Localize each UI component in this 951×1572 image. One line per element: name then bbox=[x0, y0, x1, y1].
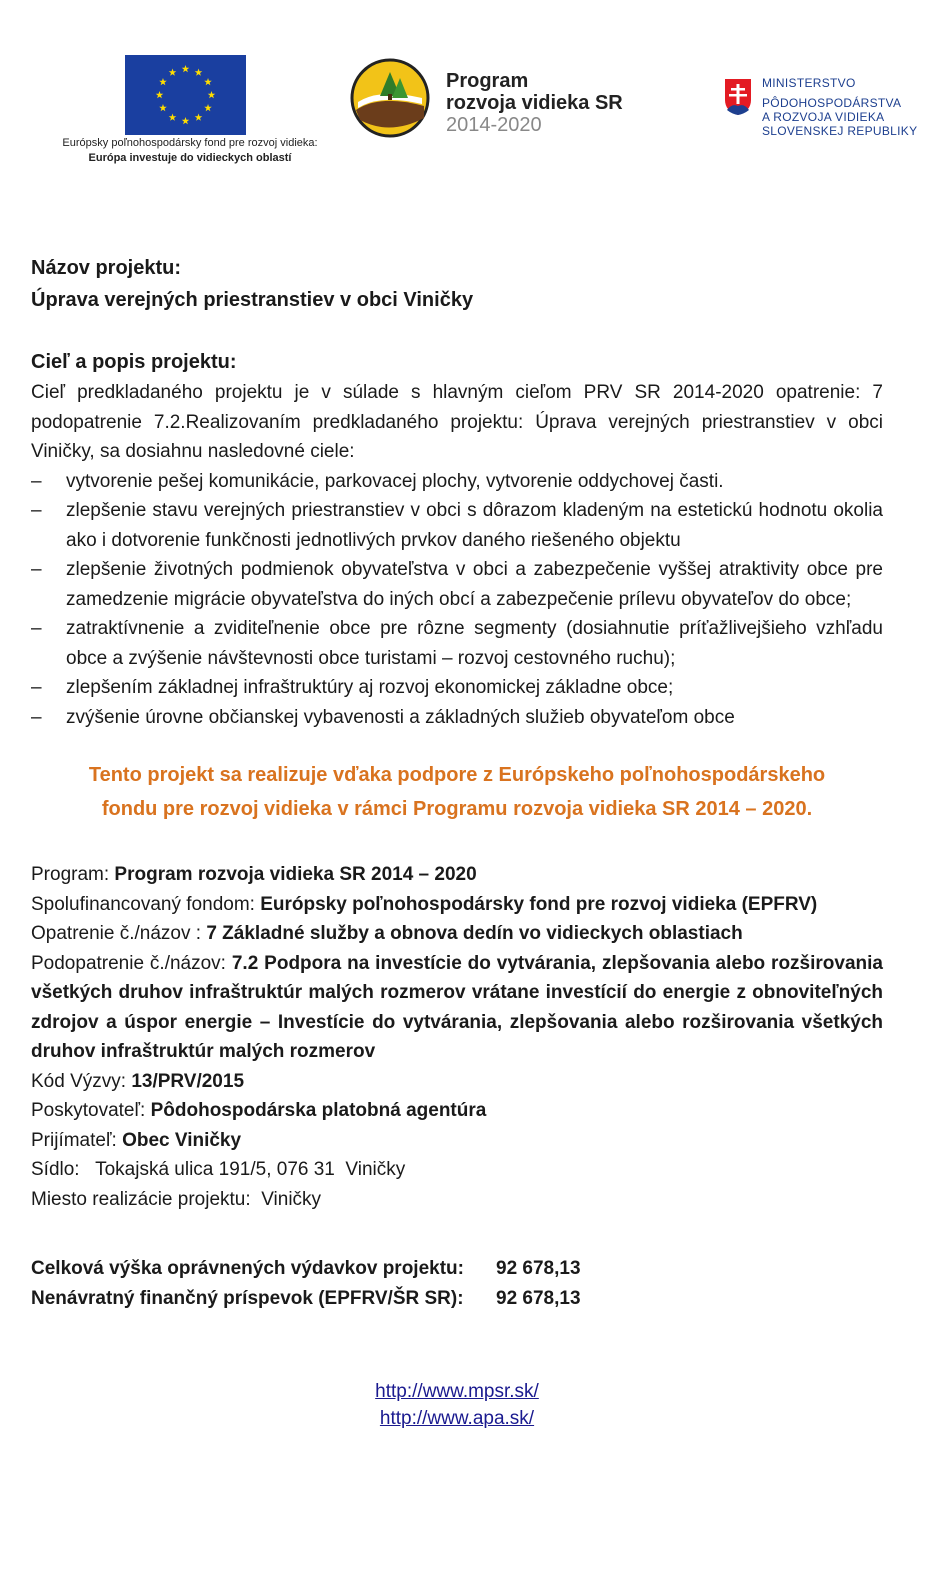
prv-logo-icon bbox=[350, 58, 430, 138]
list-item bbox=[31, 614, 883, 673]
goal-item-text: zlepšenie stavu verejných priestranstiev v obci s dôrazom kladeným na estetickú hodnotu okolia ako i dotvorenie funkčnosti jednotlivých prvkov daného riešeného objektu bbox=[66, 500, 883, 551]
ministry-line: PÔDOHOSPODÁRSTVA bbox=[762, 96, 902, 110]
dash-bullet: – bbox=[31, 559, 42, 580]
recipient-label: Prijímateľ: bbox=[31, 1129, 123, 1151]
program-label: Program: bbox=[31, 864, 115, 885]
seat-row bbox=[31, 1155, 883, 1185]
program-row bbox=[31, 860, 883, 890]
call-row bbox=[31, 1067, 883, 1097]
dash-bullet: – bbox=[31, 706, 42, 728]
ministry-line: SLOVENSKEJ REPUBLIKY bbox=[762, 124, 918, 138]
submeasure-row bbox=[31, 949, 883, 1067]
provider-value: Pôdohospodárska platobná agentúra bbox=[150, 1100, 487, 1121]
goal-item-text: zatraktívnenie a zviditeľnenie obce pre rôzne segmenty (dosiahnutie príťažlivejšieho vzhľadu obce a zvýšenie návštevnosti obce turistami – rozvoj cestovného ruchu); bbox=[66, 618, 883, 669]
provider-row bbox=[31, 1096, 883, 1126]
funding-statement bbox=[31, 758, 883, 826]
project-name-label: Názov projektu: bbox=[31, 257, 182, 279]
call-value: 13/PRV/2015 bbox=[131, 1070, 245, 1092]
list-item bbox=[31, 673, 883, 703]
place-label: Miesto realizácie projektu: bbox=[31, 1188, 262, 1210]
measure-label: Opatrenie č./názov : bbox=[31, 923, 207, 944]
ministry-line: MINISTERSTVO bbox=[762, 76, 856, 90]
measure-value: 7 Základné služby a obnova dedín vo vidieckych oblastiach bbox=[206, 923, 743, 944]
grant-value: 92 678,13 bbox=[496, 1288, 581, 1309]
eu-caption-line2: Európa investuje do vidieckych oblastí bbox=[88, 152, 292, 164]
grant-label: Nenávratný finančný príspevok (EPFRV/ŠR SR): bbox=[31, 1288, 464, 1309]
dash-bullet: – bbox=[31, 500, 42, 521]
recipient-value: Obec Viničky bbox=[122, 1129, 242, 1151]
measure-row bbox=[31, 919, 883, 949]
funding-statement-line2: fondu pre rozvoj vidieka v rámci Programu rozvoja vidieka SR 2014 – 2020. bbox=[101, 798, 813, 820]
apa-link[interactable]: http://www.apa.sk/ bbox=[379, 1408, 535, 1429]
budget-summary bbox=[31, 1254, 883, 1314]
eu-flag-logo bbox=[125, 55, 246, 135]
submeasure-label: Podopatrenie č./názov: bbox=[31, 952, 232, 974]
provider-label: Poskytovateľ: bbox=[31, 1100, 151, 1121]
fund-value: Európsky poľnohospodársky fond pre rozvoj vidieka (EPFRV) bbox=[260, 893, 818, 915]
ministry-text bbox=[762, 76, 917, 138]
eu-caption bbox=[30, 136, 350, 166]
funding-statement-line1: Tento projekt sa realizuje vďaka podpore z Európskeho poľnohospodárskeho bbox=[88, 764, 826, 786]
goal-text: Cieľ predkladaného projektu je v súlade s hlavným cieľom PRV SR 2014-2020 opatrenie: 7 podopatrenie 7.2.Realizovaním predkladaného projektu: Úprava verejných priestranstiev v obci Viničky, sa dosiahnu nasledovné ciele: bbox=[31, 382, 883, 462]
list-item bbox=[31, 703, 883, 733]
list-item bbox=[31, 555, 883, 614]
seat-label: Sídlo: bbox=[31, 1159, 96, 1180]
prv-logo-text bbox=[446, 70, 623, 136]
dash-bullet: – bbox=[31, 470, 42, 492]
list-item bbox=[31, 496, 883, 555]
dash-bullet: – bbox=[31, 618, 42, 639]
prv-line1: Program bbox=[446, 70, 529, 92]
goal-item-text: zlepšením základnej infraštruktúry aj rozvoj ekonomickej základne obce; bbox=[66, 677, 674, 698]
ministry-line: A ROZVOJA VIDIEKA bbox=[762, 110, 885, 124]
mpsr-link[interactable]: http://www.mpsr.sk/ bbox=[375, 1381, 539, 1402]
fund-label: Spolufinancovaný fondom: bbox=[31, 893, 261, 915]
submeasure-value: 7.2 Podpora na investície do vytvárania, zlepšovania alebo rozširovania všetkých druhov infraštruktúr malých rozmerov vrátane investícií do energie z obnoviteľných zdrojov a úspor energie – Investície do vytvárania, zlepšovania alebo rozširovania všetkých druhov infraštruktúr malých rozmerov bbox=[31, 952, 883, 1062]
call-label: Kód Výzvy: bbox=[31, 1070, 132, 1092]
total-label: Celková výška oprávnených výdavkov projektu: bbox=[31, 1258, 464, 1279]
goal-item-text: vytvorenie pešej komunikácie, parkovacej plochy, vytvorenie oddychovej časti. bbox=[66, 470, 724, 492]
dash-bullet: – bbox=[31, 677, 42, 698]
links bbox=[31, 1378, 883, 1432]
goal-list bbox=[31, 467, 883, 733]
total-value: 92 678,13 bbox=[496, 1258, 581, 1279]
place-row bbox=[31, 1185, 883, 1215]
seat-value: Tokajská ulica 191/5, 076 31 Viničky bbox=[95, 1159, 406, 1180]
place-value: Viničky bbox=[261, 1188, 322, 1210]
goal-item-text: zlepšenie životných podmienok obyvateľstva v obci a zabezpečenie vyššej atraktivity obce pre zamedzenie migrácie obyvateľstva do iných obcí a zabezpečenie prílevu obyvateľov do obce; bbox=[66, 559, 883, 610]
eu-caption-line1: Európsky poľnohospodársky fond pre rozvoj vidieka: bbox=[62, 137, 318, 149]
project-details bbox=[31, 860, 883, 1214]
document-body bbox=[31, 252, 883, 1432]
slovak-coat-of-arms-icon bbox=[724, 78, 752, 116]
goal-item-text: zvýšenie úrovne občianskej vybavenosti a základných služieb obyvateľom obce bbox=[66, 706, 735, 728]
fund-row bbox=[31, 890, 883, 920]
list-item bbox=[31, 467, 883, 497]
prv-line3: 2014-2020 bbox=[446, 114, 542, 136]
program-value: Program rozvoja vidieka SR 2014 – 2020 bbox=[114, 864, 477, 885]
recipient-row bbox=[31, 1126, 883, 1156]
project-name: Úprava verejných priestranstiev v obci Viničky bbox=[31, 289, 474, 311]
goal-label: Cieľ a popis projektu: bbox=[31, 351, 237, 373]
prv-line2: rozvoja vidieka SR bbox=[446, 92, 623, 114]
